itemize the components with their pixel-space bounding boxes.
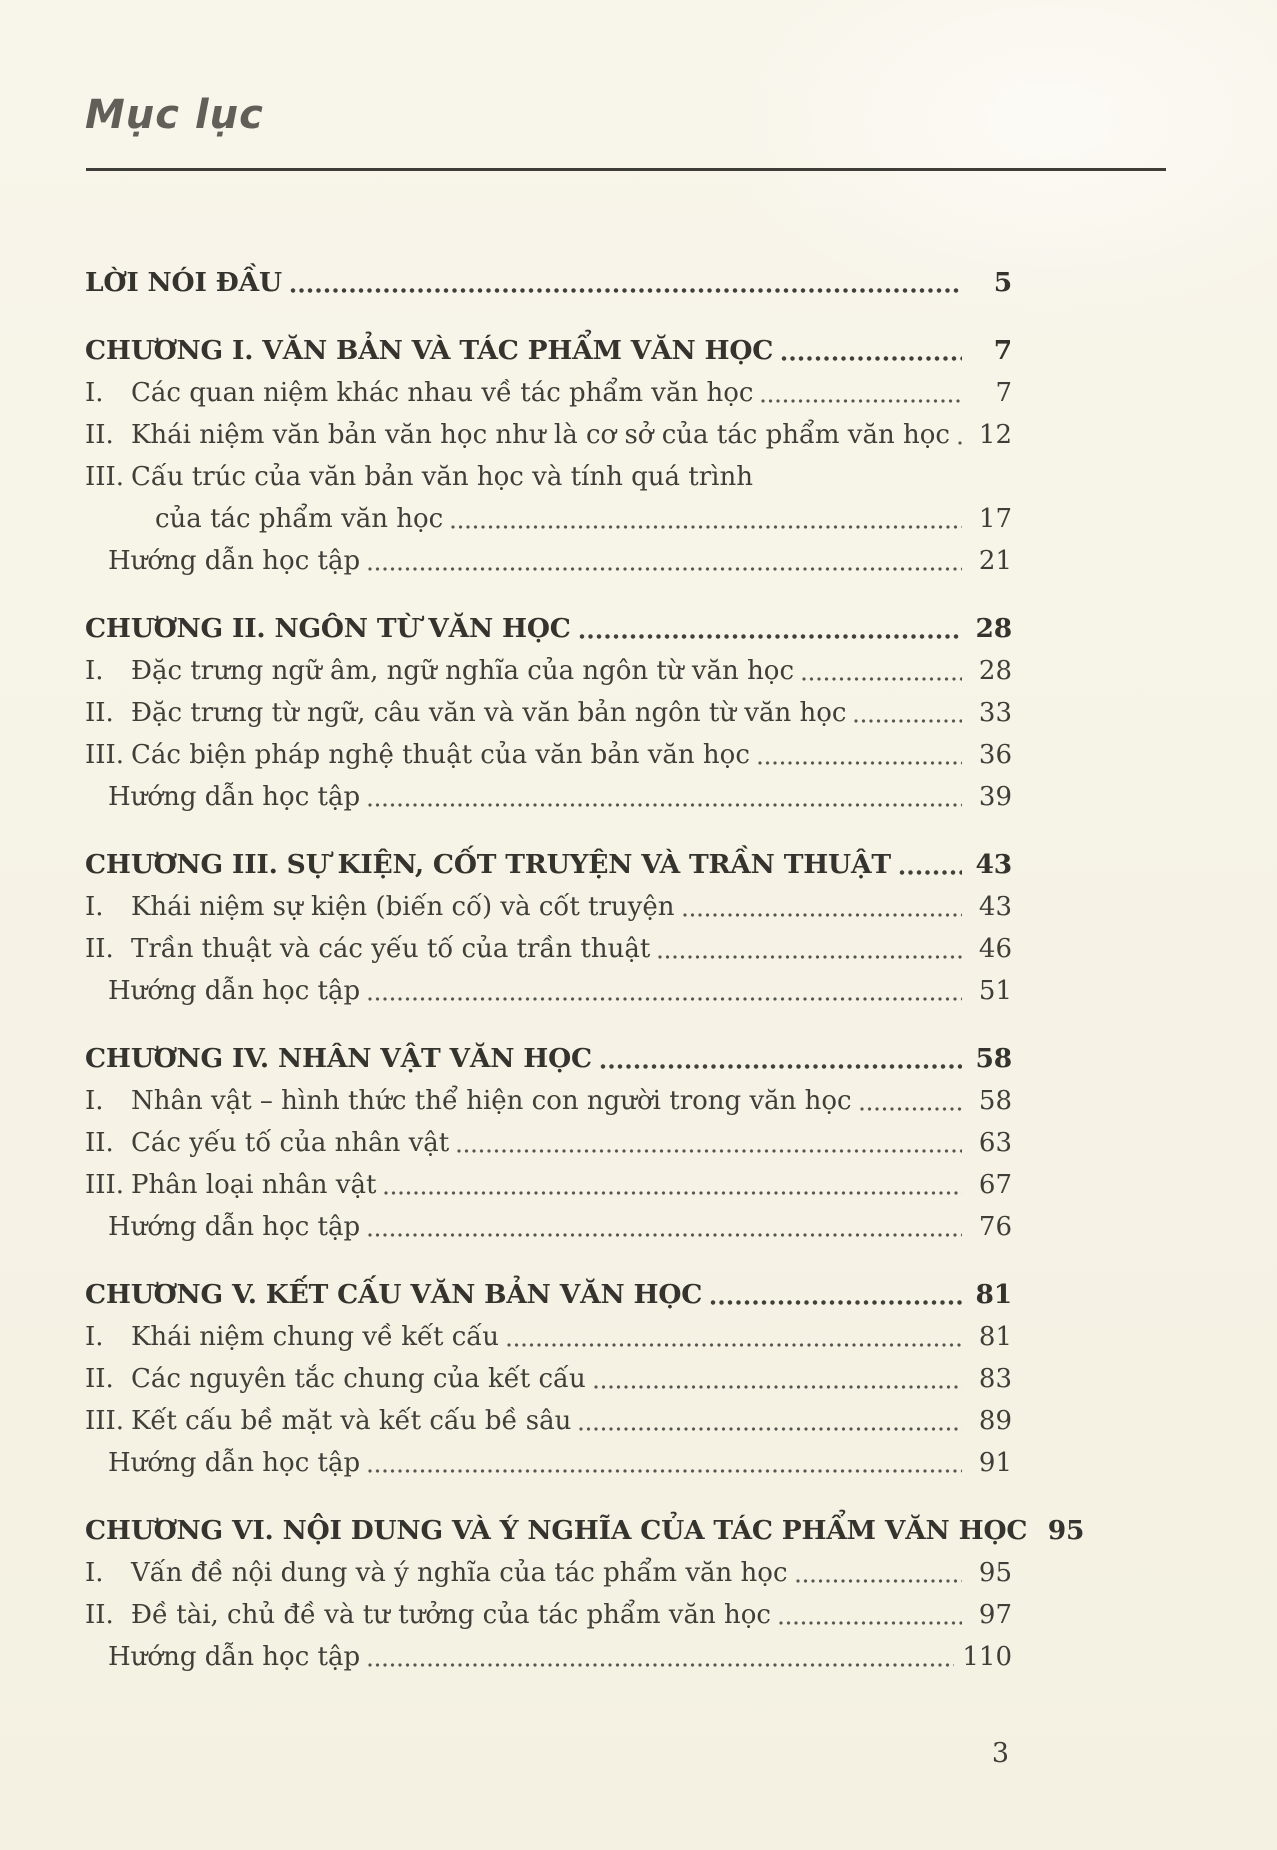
- toc-entry-label: LỜI NÓI ĐẦU: [85, 267, 282, 298]
- toc-item-label: Đề tài, chủ đề và tư tưởng của tác phẩm văn học: [131, 1600, 771, 1630]
- toc-item-label: Nhân vật – hình thức thể hiện con người trong văn học: [131, 1086, 852, 1116]
- dot-leader: [898, 868, 962, 877]
- toc-item-label: Kết cấu bề mặt và kết cấu bề sâu: [131, 1406, 572, 1436]
- folio-page-number: 3: [991, 1738, 1009, 1769]
- chapter-title: CHƯƠNG II. NGÔN TỪ VĂN HỌC: [85, 613, 571, 644]
- toc-item-numeral: I.: [85, 656, 104, 686]
- dot-leader: [593, 1383, 962, 1391]
- toc-item-row: [85, 886, 1012, 928]
- toc-item-row: [85, 650, 1012, 692]
- toc-item-numeral: I.: [85, 378, 104, 408]
- dot-leader: [599, 1062, 962, 1071]
- dot-leader: [367, 1231, 962, 1239]
- toc-chapter-row: [85, 608, 1012, 650]
- dot-leader: [801, 675, 962, 683]
- toc-item-label: Cấu trúc của văn bản văn học và tính quá trình: [131, 462, 753, 492]
- toc-item-row: [85, 1316, 1012, 1358]
- toc-item-label: Phân loại nhân vật: [131, 1170, 377, 1200]
- toc-item-label: Đặc trưng từ ngữ, câu văn và văn bản ngôn từ văn học: [131, 698, 847, 728]
- page-ref: 76: [978, 1212, 1012, 1242]
- toc-item-label: Các nguyên tắc chung của kết cấu: [131, 1364, 586, 1394]
- toc-item-label: Hướng dẫn học tập: [108, 1642, 361, 1672]
- dot-leader: [367, 995, 962, 1003]
- page-ref: 89: [978, 1406, 1012, 1436]
- dot-leader: [367, 1661, 954, 1669]
- dot-leader: [760, 397, 962, 405]
- page-ref: 7: [993, 335, 1012, 366]
- dot-leader: [657, 953, 962, 961]
- chapter-title: CHƯƠNG III. SỰ KIỆN, CỐT TRUYỆN VÀ TRẦN THUẬT: [85, 849, 891, 880]
- page-ref: 67: [978, 1170, 1012, 1200]
- toc-item-numeral: II.: [85, 1128, 114, 1158]
- chapter-title: CHƯƠNG V. KẾT CẤU VĂN BẢN VĂN HỌC: [85, 1279, 703, 1310]
- page-ref: 12: [978, 420, 1012, 450]
- toc-item-numeral: I.: [85, 1558, 104, 1588]
- page-ref: 97: [978, 1600, 1012, 1630]
- dot-leader: [957, 439, 962, 447]
- toc-item-label: Hướng dẫn học tập: [108, 782, 361, 812]
- toc-item-row: [85, 1594, 1012, 1636]
- page-ref: 33: [978, 698, 1012, 728]
- toc-item-label: Các yếu tố của nhân vật: [131, 1128, 450, 1158]
- toc-guidance-row: [85, 970, 1012, 1012]
- page-ref: 51: [978, 976, 1012, 1006]
- toc-item-label: Khái niệm văn bản văn học như là cơ sở của tác phẩm văn học: [131, 420, 950, 450]
- page-ref: 28: [978, 656, 1012, 686]
- toc-item-label: Các biện pháp nghệ thuật của văn bản văn học: [131, 740, 750, 770]
- toc-item-label: Hướng dẫn học tập: [108, 546, 361, 576]
- dot-leader: [859, 1105, 962, 1113]
- toc-item-row: [85, 372, 1012, 414]
- page-ref: 21: [978, 546, 1012, 576]
- dot-leader: [367, 565, 962, 573]
- page-ref: 5: [993, 267, 1012, 298]
- dot-leader: [367, 1467, 962, 1475]
- page-ref: 91: [978, 1448, 1012, 1478]
- toc-item-numeral: I.: [85, 892, 104, 922]
- toc-item-row: [85, 456, 1012, 498]
- toc-item-label: Các quan niệm khác nhau về tác phẩm văn học: [131, 378, 754, 408]
- page-ref: 81: [978, 1322, 1012, 1352]
- page-ref: 81: [975, 1279, 1012, 1310]
- chapter-title: CHƯƠNG VI. NỘI DUNG VÀ Ý NGHĨA CỦA TÁC PHẨM VĂN HỌC: [85, 1515, 1028, 1546]
- dot-leader: [289, 286, 962, 295]
- dot-leader: [383, 1189, 962, 1197]
- toc-guidance-row: [85, 776, 1012, 818]
- dot-leader: [450, 523, 962, 531]
- toc-item-row: [85, 1080, 1012, 1122]
- page-ref: 83: [978, 1364, 1012, 1394]
- toc-item-numeral: I.: [85, 1086, 104, 1116]
- page-ref: 43: [975, 849, 1012, 880]
- toc-guidance-row: [85, 540, 1012, 582]
- dot-leader: [456, 1147, 962, 1155]
- toc-item-label: của tác phẩm văn học: [155, 504, 444, 534]
- toc-item-row: [85, 414, 1012, 456]
- dot-leader: [578, 1425, 962, 1433]
- page-title: Mục lục: [85, 92, 264, 138]
- toc-item-numeral: II.: [85, 1364, 114, 1394]
- toc-item-row: [85, 1400, 1012, 1442]
- toc-item-numeral: II.: [85, 420, 114, 450]
- toc-item-numeral: III.: [85, 740, 125, 770]
- toc-item-row: [85, 1164, 1012, 1206]
- dot-leader: [757, 759, 962, 767]
- toc-item-numeral: II.: [85, 934, 114, 964]
- toc-item-label: Đặc trưng ngữ âm, ngữ nghĩa của ngôn từ văn học: [131, 656, 795, 686]
- page-ref: 95: [1047, 1515, 1085, 1546]
- toc-item-label: Khái niệm chung về kết cấu: [131, 1322, 499, 1352]
- toc-item-numeral: II.: [85, 1600, 114, 1630]
- toc-item-numeral: I.: [85, 1322, 104, 1352]
- toc-item-numeral: III.: [85, 462, 125, 492]
- chapter-title: CHƯƠNG I. VĂN BẢN VÀ TÁC PHẨM VĂN HỌC: [85, 335, 774, 366]
- page-ref: 58: [978, 1086, 1012, 1116]
- toc-guidance-row: [85, 1636, 1012, 1678]
- dot-leader: [709, 1298, 962, 1307]
- page-ref: 36: [978, 740, 1012, 770]
- toc-chapter-row: [85, 330, 1012, 372]
- dot-leader: [367, 801, 962, 809]
- toc-item-row: [85, 692, 1012, 734]
- toc-item-label: Hướng dẫn học tập: [108, 976, 361, 1006]
- dot-leader: [506, 1341, 962, 1349]
- toc-item-label: Khái niệm sự kiện (biến cố) và cốt truyện: [131, 892, 675, 922]
- dot-leader: [780, 354, 962, 363]
- toc-guidance-row: [85, 1206, 1012, 1248]
- header-rule: [86, 168, 1166, 171]
- page-ref: 110: [962, 1642, 1012, 1672]
- toc-item-label: Hướng dẫn học tập: [108, 1448, 361, 1478]
- page-ref: 43: [978, 892, 1012, 922]
- toc-item-numeral: III.: [85, 1170, 125, 1200]
- dot-leader: [853, 717, 962, 725]
- page-ref: 28: [975, 613, 1012, 644]
- toc-guidance-row: [85, 1442, 1012, 1484]
- toc-item-row: [85, 1122, 1012, 1164]
- toc-item-continuation-row: [85, 498, 1012, 540]
- toc-item-label: Vấn đề nội dung và ý nghĩa của tác phẩm văn học: [131, 1558, 788, 1588]
- chapter-title: CHƯƠNG IV. NHÂN VẬT VĂN HỌC: [85, 1043, 592, 1074]
- toc-item-numeral: II.: [85, 698, 114, 728]
- toc-chapter-row: [85, 844, 1012, 886]
- page-ref: 7: [995, 378, 1012, 408]
- toc-item-numeral: III.: [85, 1406, 125, 1436]
- toc-item-label: Hướng dẫn học tập: [108, 1212, 361, 1242]
- page-ref: 58: [975, 1043, 1012, 1074]
- dot-leader: [682, 911, 963, 919]
- dot-leader: [578, 632, 962, 641]
- page-ref: 95: [978, 1558, 1012, 1588]
- toc-item-row: [85, 734, 1012, 776]
- toc-item-row: [85, 928, 1012, 970]
- toc-chapter-row: [85, 1274, 1012, 1316]
- page-ref: 63: [978, 1128, 1012, 1158]
- toc-chapter-row: [85, 1038, 1012, 1080]
- dot-leader: [778, 1619, 962, 1627]
- page-ref: 39: [978, 782, 1012, 812]
- page-ref: 17: [978, 504, 1012, 534]
- toc-chapter-row: [85, 1510, 1085, 1552]
- toc-item-row: [85, 1358, 1012, 1400]
- toc-item-label: Trần thuật và các yếu tố của trần thuật: [131, 934, 651, 964]
- table-of-contents: [85, 262, 1085, 1678]
- toc-front-matter-row: [85, 262, 1012, 304]
- page-ref: 46: [978, 934, 1012, 964]
- dot-leader: [795, 1577, 962, 1585]
- toc-item-row: [85, 1552, 1012, 1594]
